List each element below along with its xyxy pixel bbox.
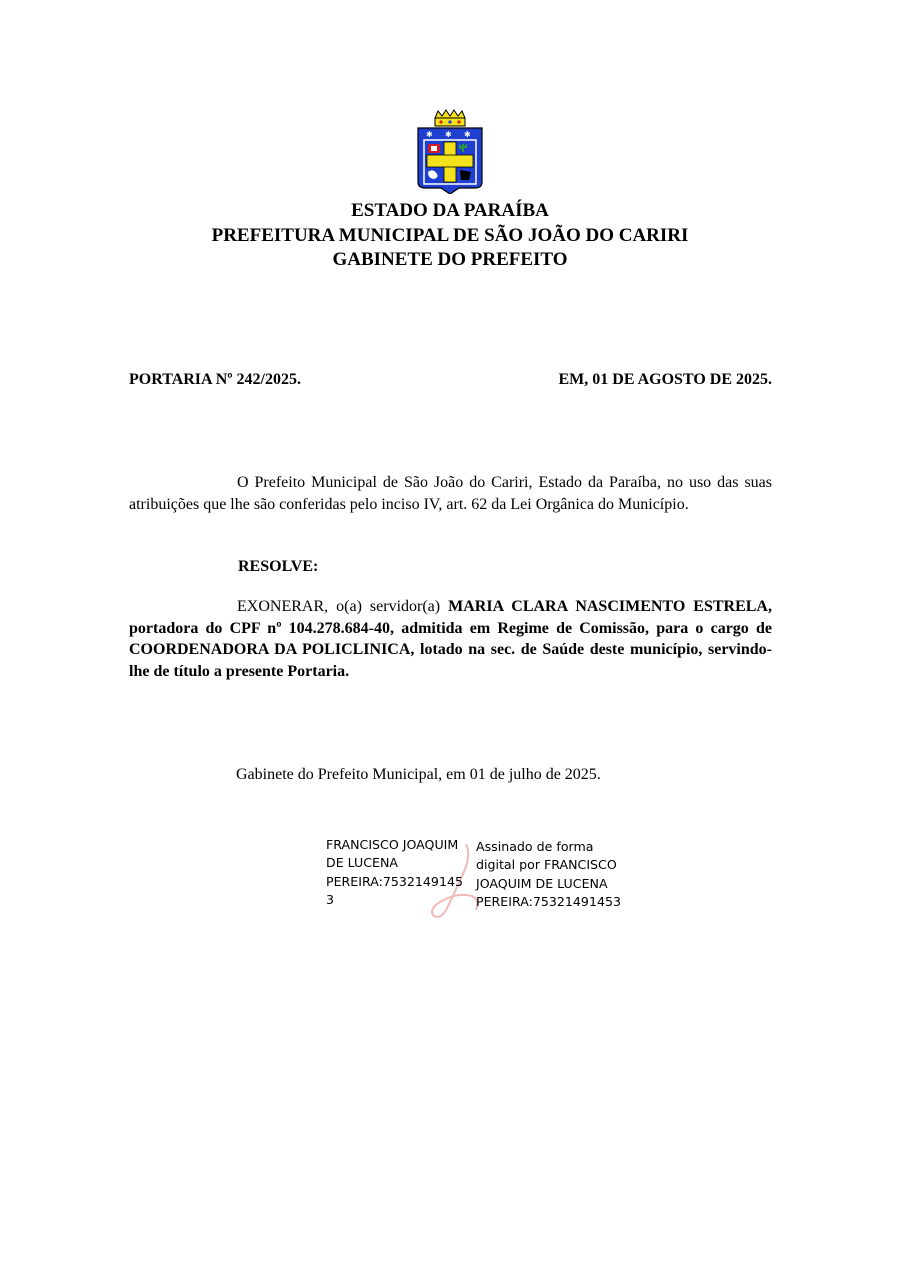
portaria-heading [129, 369, 772, 391]
office-title: GABINETE DO PREFEITO [332, 249, 568, 270]
state-title: ESTADO DA PARAÍBA [351, 200, 549, 221]
signer-name-line: FRANCISCO JOAQUIM [326, 837, 459, 852]
municipality-title: PREFEITURA MUNICIPAL DE SÃO JOÃO DO CARIRI [211, 224, 689, 246]
svg-text:✱: ✱ [445, 130, 452, 139]
intro-text: O Prefeito Municipal de São João do Cariri, Estado da Paraíba, no uso das suas atribuições que lhe são conferidas pelo inciso IV, art. 62 da Lei Orgânica do Município. [129, 474, 772, 513]
signature-statement-line: Assinado de forma [476, 839, 594, 854]
portaria-number: PORTARIA Nº 242/2025. [129, 371, 301, 388]
decision-details: MARIA CLARA NASCIMENTO ESTRELA, portadora do CPF nº 104.278.684-40, admitida em Regime de Comissão, para o cargo de COORDENADORA DA POLICLINICA, lotado na sec. de Saúde deste município, servindo-lhe de título a presente Portaria. [129, 598, 772, 680]
intro-paragraph [129, 472, 772, 515]
svg-text:✱: ✱ [464, 130, 471, 139]
signature-statement-line: JOAQUIM DE LUCENA [476, 875, 608, 891]
signature-statement-line: digital por FRANCISCO [476, 857, 617, 873]
municipal-crest-logo [415, 108, 485, 194]
svg-text:✱: ✱ [426, 130, 433, 139]
signer-name-line: 3 [326, 891, 335, 907]
signer-name-line: DE LUCENA [326, 855, 399, 871]
signer-name-line: PEREIRA:7532149145 [326, 873, 463, 889]
signature-statement [476, 838, 646, 911]
resolve-heading: RESOLVE: [238, 558, 319, 575]
decision-paragraph [129, 596, 772, 682]
signature-statement-line: PEREIRA:75321491453 [476, 893, 621, 909]
closing-line: Gabinete do Prefeito Municipal, em 01 de julho de 2025. [236, 766, 601, 783]
signer-name [326, 836, 476, 909]
portaria-date: EM, 01 DE AGOSTO DE 2025. [558, 371, 772, 388]
digital-signature-block [326, 836, 646, 926]
crown-icon [435, 110, 465, 126]
document-header [0, 199, 900, 273]
decision-action: EXONERAR, o(a) servidor(a) [237, 598, 449, 615]
